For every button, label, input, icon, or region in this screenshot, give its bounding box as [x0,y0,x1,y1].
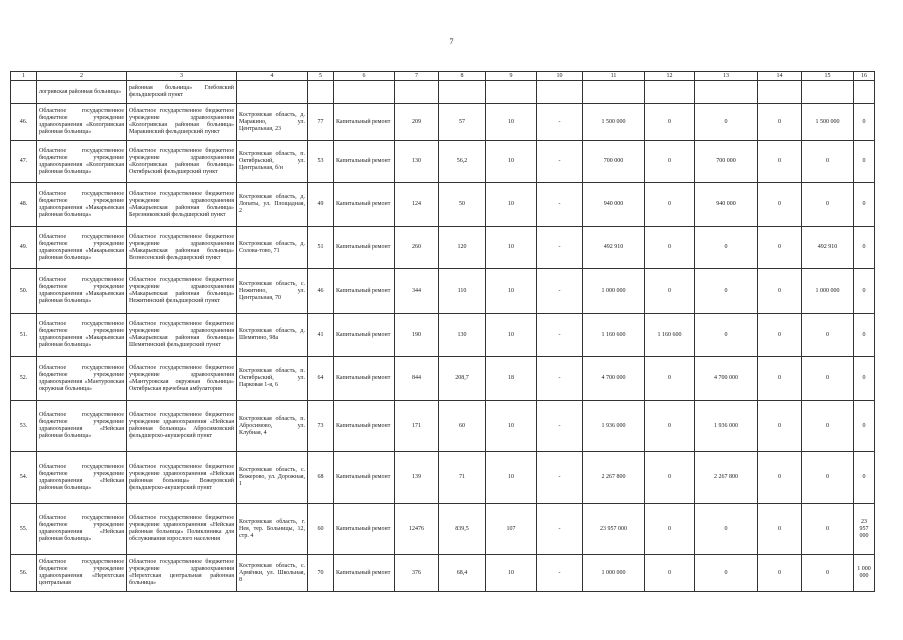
cell-col16: 0 [854,227,875,269]
page-number: 7 [449,37,454,46]
cell-col13: 2 267 800 [695,452,758,504]
cell-col15: 0 [802,183,854,227]
cell-col10: - [537,504,583,555]
cell-col15: 0 [802,357,854,401]
table-row [11,401,875,452]
cell-col9: 10 [486,183,537,227]
table-row [11,452,875,504]
cell-work-type: Капитальный ремонт [334,183,395,227]
cell-col7: 376 [395,555,439,592]
cell-work-type: Капитальный ремонт [334,141,395,183]
cell-inst: Областное государственное бюджетное учреждение здравоохранения «Макарьевская районная больница» Шемятинский фельдшерский пункт [127,314,237,357]
cell-org: логривская районная больница» [37,81,127,104]
column-header-10: 10 [537,72,583,81]
cell-no: 53. [11,401,37,452]
cell-inst: Областное государственное бюджетное учреждение здравоохранения «Нейская районная больница» Вожеровский фельдшерско-акушерский пункт [127,452,237,504]
cell-col8: 208,7 [439,357,486,401]
cell-col9: 10 [486,141,537,183]
column-header-15: 15 [802,72,854,81]
cell-col9: 18 [486,357,537,401]
cell-col14: 0 [758,269,802,314]
cell-col9: 10 [486,314,537,357]
cell-col15: 0 [802,452,854,504]
cell-col16: 0 [854,269,875,314]
cell-col9: 10 [486,104,537,141]
cell-work-type: Капитальный ремонт [334,227,395,269]
cell-col15: 0 [802,504,854,555]
cell-col13: 0 [695,555,758,592]
cell-org: Областное государственное бюджетное учреждение здравоохранения «Макарьевская районная больница» [37,314,127,357]
table-row [11,227,875,269]
cell-col15: 0 [802,555,854,592]
cell-col15: 492 910 [802,227,854,269]
cell-no: 52. [11,357,37,401]
cell-address: Костромская область, с. Вожерово, ул. Дорожная, 1 [237,452,308,504]
cell-col11: 1 000 000 [583,269,645,314]
cell-org: Областное государственное бюджетное учреждение здравоохранения «Макарьевская районная больница» [37,183,127,227]
column-header-5: 5 [308,72,334,81]
cell-no: 54. [11,452,37,504]
cell-col5: 70 [308,555,334,592]
cell-col16: 0 [854,104,875,141]
cell-col9: 10 [486,227,537,269]
cell-col9: 10 [486,401,537,452]
cell-inst: Областное государственное бюджетное учреждение здравоохранения «Нерехтская центральная районная больница» [127,555,237,592]
cell-address: Костромская область, с. Армёнки, ул. Школьная, 8 [237,555,308,592]
table-row [11,504,875,555]
cell-inst: Областное государственное бюджетное учреждение здравоохранения «Макарьевская районная больница» Березниковский фельдшерский пункт [127,183,237,227]
cell-col12: 1 160 600 [645,314,695,357]
cell-col10: - [537,141,583,183]
column-header-13: 13 [695,72,758,81]
cell-inst: Областное государственное бюджетное учреждение здравоохранения «Кологривская районная больница» Маракинский фельдшерский пункт [127,104,237,141]
cell-col11: 700 000 [583,141,645,183]
column-header-1: 1 [11,72,37,81]
cell-no [11,81,37,104]
cell-col8: 110 [439,269,486,314]
table-row [11,314,875,357]
cell-col12: 0 [645,141,695,183]
cell-org: Областное государственное бюджетное учреждение здравоохранения «Нейская районная больница» [37,401,127,452]
cell-col11: 1 000 000 [583,555,645,592]
cell-col9: 107 [486,504,537,555]
cell-col14: 0 [758,183,802,227]
cell-col10: - [537,183,583,227]
cell-col13: 4 700 000 [695,357,758,401]
cell-col13: 0 [695,269,758,314]
cell-col7: 260 [395,227,439,269]
cell-col11: 1 936 000 [583,401,645,452]
cell-col5: 64 [308,357,334,401]
cell-work-type: Капитальный ремонт [334,452,395,504]
cell-col13: 0 [695,504,758,555]
cell-col13: 700 000 [695,141,758,183]
cell-col15: 1 000 000 [802,269,854,314]
cell-address: Костромская область, с. Нежитино, ул. Центральная, 70 [237,269,308,314]
cell-col16: 1 000 000 [854,555,875,592]
cell-col14: 0 [758,141,802,183]
cell-org: Областное государственное бюджетное учреждение здравоохранения «Нерехтская центральная [37,555,127,592]
cell-col14: 0 [758,357,802,401]
cell-col7: 844 [395,357,439,401]
cell-inst: Областное государственное бюджетное учреждение здравоохранения «Мантуровская окружная больница» Октябрьская врачебная амбулатория [127,357,237,401]
table-row [11,555,875,592]
cell-col10: - [537,357,583,401]
cell-org: Областное государственное бюджетное учреждение здравоохранения «Нейская районная больница» [37,452,127,504]
cell-col10: - [537,401,583,452]
cell-col14: 0 [758,227,802,269]
cell-col10: - [537,227,583,269]
cell-org: Областное государственное бюджетное учреждение здравоохранения «Кологривская районная больница» [37,104,127,141]
cell-col11: 492 910 [583,227,645,269]
cell-org: Областное государственное бюджетное учреждение здравоохранения «Нейская районная больница» [37,504,127,555]
cell-inst: Областное государственное бюджетное учреждение здравоохранения «Макарьевская районная больница» Вознесенский фельдшерский пункт [127,227,237,269]
column-header-14: 14 [758,72,802,81]
cell-col7: 139 [395,452,439,504]
cell-col12: 0 [645,269,695,314]
column-header-4: 4 [237,72,308,81]
cell-col13: 0 [695,227,758,269]
cell-col10: - [537,104,583,141]
cell-inst: районная больница» Глебовский фельдшерский пункт [127,81,237,104]
column-header-11: 11 [583,72,645,81]
cell-col16: 0 [854,357,875,401]
cell-col13: 1 936 000 [695,401,758,452]
cell-col8: 50 [439,183,486,227]
cell-inst: Областное государственное бюджетное учреждение здравоохранения «Кологривская районная больница» Октябрьский фельдшерский пункт [127,141,237,183]
cell-col7: 344 [395,269,439,314]
table-row [11,269,875,314]
cell-col10: - [537,269,583,314]
cell-col12: 0 [645,227,695,269]
cell-inst: Областное государственное бюджетное учреждение здравоохранения «Нейская районная больница» Поликлиника для обслуживания взрослого населения [127,504,237,555]
cell-address: Костромская область, д. Лопаты, ул. Площадная, 2 [237,183,308,227]
cell-no: 55. [11,504,37,555]
cell-no: 47. [11,141,37,183]
cell-col16: 0 [854,401,875,452]
cell-col14: 0 [758,401,802,452]
column-header-2: 2 [37,72,127,81]
cell-col5: 60 [308,504,334,555]
cell-col5: 73 [308,401,334,452]
cell-no: 48. [11,183,37,227]
column-header-3: 3 [127,72,237,81]
cell-col11: 2 267 800 [583,452,645,504]
cell-work-type: Капитальный ремонт [334,104,395,141]
cell-col12: 0 [645,357,695,401]
cell-col12: 0 [645,504,695,555]
cell-col7: 190 [395,314,439,357]
cell-col16: 23 957 000 [854,504,875,555]
cell-col16: 0 [854,183,875,227]
cell-address: Костромская область, п. Абросимово, ул. Клубная, 4 [237,401,308,452]
cell-col11: 1 160 600 [583,314,645,357]
cell-col5: 77 [308,104,334,141]
table-row [11,357,875,401]
cell-no: 50. [11,269,37,314]
cell-col12: 0 [645,183,695,227]
cell-col11: 1 500 000 [583,104,645,141]
cell-col7: 209 [395,104,439,141]
cell-col16: 0 [854,452,875,504]
cell-col5: 51 [308,227,334,269]
cell-work-type: Капитальный ремонт [334,314,395,357]
cell-col12: 0 [645,401,695,452]
column-header-7: 7 [395,72,439,81]
cell-col14: 0 [758,555,802,592]
cell-inst: Областное государственное бюджетное учреждение здравоохранения «Нейская районная больница» Абросимовский фельдшерско-акушерский пункт [127,401,237,452]
table-row [11,104,875,141]
cell-org: Областное государственное бюджетное учреждение здравоохранения «Кологривская районная больница» [37,141,127,183]
cell-col5: 53 [308,141,334,183]
cell-col7: 124 [395,183,439,227]
column-header-8: 8 [439,72,486,81]
cell-col15: 1 500 000 [802,104,854,141]
cell-address: Костромская область, д. Маракино, ул. Центральная, 23 [237,104,308,141]
cell-no: 56. [11,555,37,592]
cell-col8: 71 [439,452,486,504]
cell-col16: 0 [854,314,875,357]
column-header-16: 16 [854,72,875,81]
cell-col8: 60 [439,401,486,452]
capital-repair-table [10,71,875,592]
cell-col8: 68,4 [439,555,486,592]
cell-work-type: Капитальный ремонт [334,357,395,401]
cell-col8: 57 [439,104,486,141]
header-row [11,72,875,81]
column-header-12: 12 [645,72,695,81]
cell-col12: 0 [645,104,695,141]
cell-col13: 0 [695,104,758,141]
cell-work-type: Капитальный ремонт [334,269,395,314]
cell-col8: 839,5 [439,504,486,555]
cell-col12: 0 [645,555,695,592]
cell-address: Костромская область, п. Октябрьский, ул. Центральная, б/н [237,141,308,183]
column-header-6: 6 [334,72,395,81]
cell-col5: 49 [308,183,334,227]
cell-work-type: Капитальный ремонт [334,555,395,592]
cell-col14: 0 [758,504,802,555]
cell-address: Костромская область, д. Солова-тово, 71 [237,227,308,269]
cell-col7: 171 [395,401,439,452]
cell-col10: - [537,452,583,504]
cell-col5: 41 [308,314,334,357]
cell-col14: 0 [758,104,802,141]
cell-no: 51. [11,314,37,357]
column-header-9: 9 [486,72,537,81]
cell-org: Областное государственное бюджетное учреждение здравоохранения «Мантуровская окружная больница» [37,357,127,401]
cell-col10: - [537,314,583,357]
cell-col13: 0 [695,314,758,357]
cell-col14: 0 [758,314,802,357]
cell-col8: 130 [439,314,486,357]
cell-col5: 68 [308,452,334,504]
cell-org: Областное государственное бюджетное учреждение здравоохранения «Макарьевская районная больница» [37,269,127,314]
cell-col7: 130 [395,141,439,183]
continuation-row [11,81,875,104]
cell-org: Областное государственное бюджетное учреждение здравоохранения «Макарьевская районная больница» [37,227,127,269]
cell-col5: 46 [308,269,334,314]
cell-col11: 4 700 000 [583,357,645,401]
cell-col12: 0 [645,452,695,504]
cell-col8: 56,2 [439,141,486,183]
cell-address: Костромская область, п. Октябрьский, ул. Парковая 1-я, 6 [237,357,308,401]
cell-work-type: Капитальный ремонт [334,504,395,555]
cell-col13: 940 000 [695,183,758,227]
cell-col15: 0 [802,314,854,357]
cell-col7: 12476 [395,504,439,555]
table-row [11,183,875,227]
cell-address: Костромская область, г. Нея, тер. Больницы, 12, стр. 4 [237,504,308,555]
cell-col9: 10 [486,555,537,592]
cell-col11: 23 957 000 [583,504,645,555]
cell-col9: 10 [486,452,537,504]
cell-work-type: Капитальный ремонт [334,401,395,452]
cell-col8: 120 [439,227,486,269]
table-row [11,141,875,183]
cell-col15: 0 [802,141,854,183]
cell-col11: 940 000 [583,183,645,227]
cell-address: Костромская область, д. Шемятино, 98а [237,314,308,357]
cell-no: 46. [11,104,37,141]
cell-col15: 0 [802,401,854,452]
cell-col14: 0 [758,452,802,504]
cell-col10: - [537,555,583,592]
cell-col16: 0 [854,141,875,183]
cell-no: 49. [11,227,37,269]
cell-inst: Областное государственное бюджетное учреждение здравоохранения «Макарьевская районная больница» Нежитинский фельдшерский пункт [127,269,237,314]
cell-col9: 10 [486,269,537,314]
